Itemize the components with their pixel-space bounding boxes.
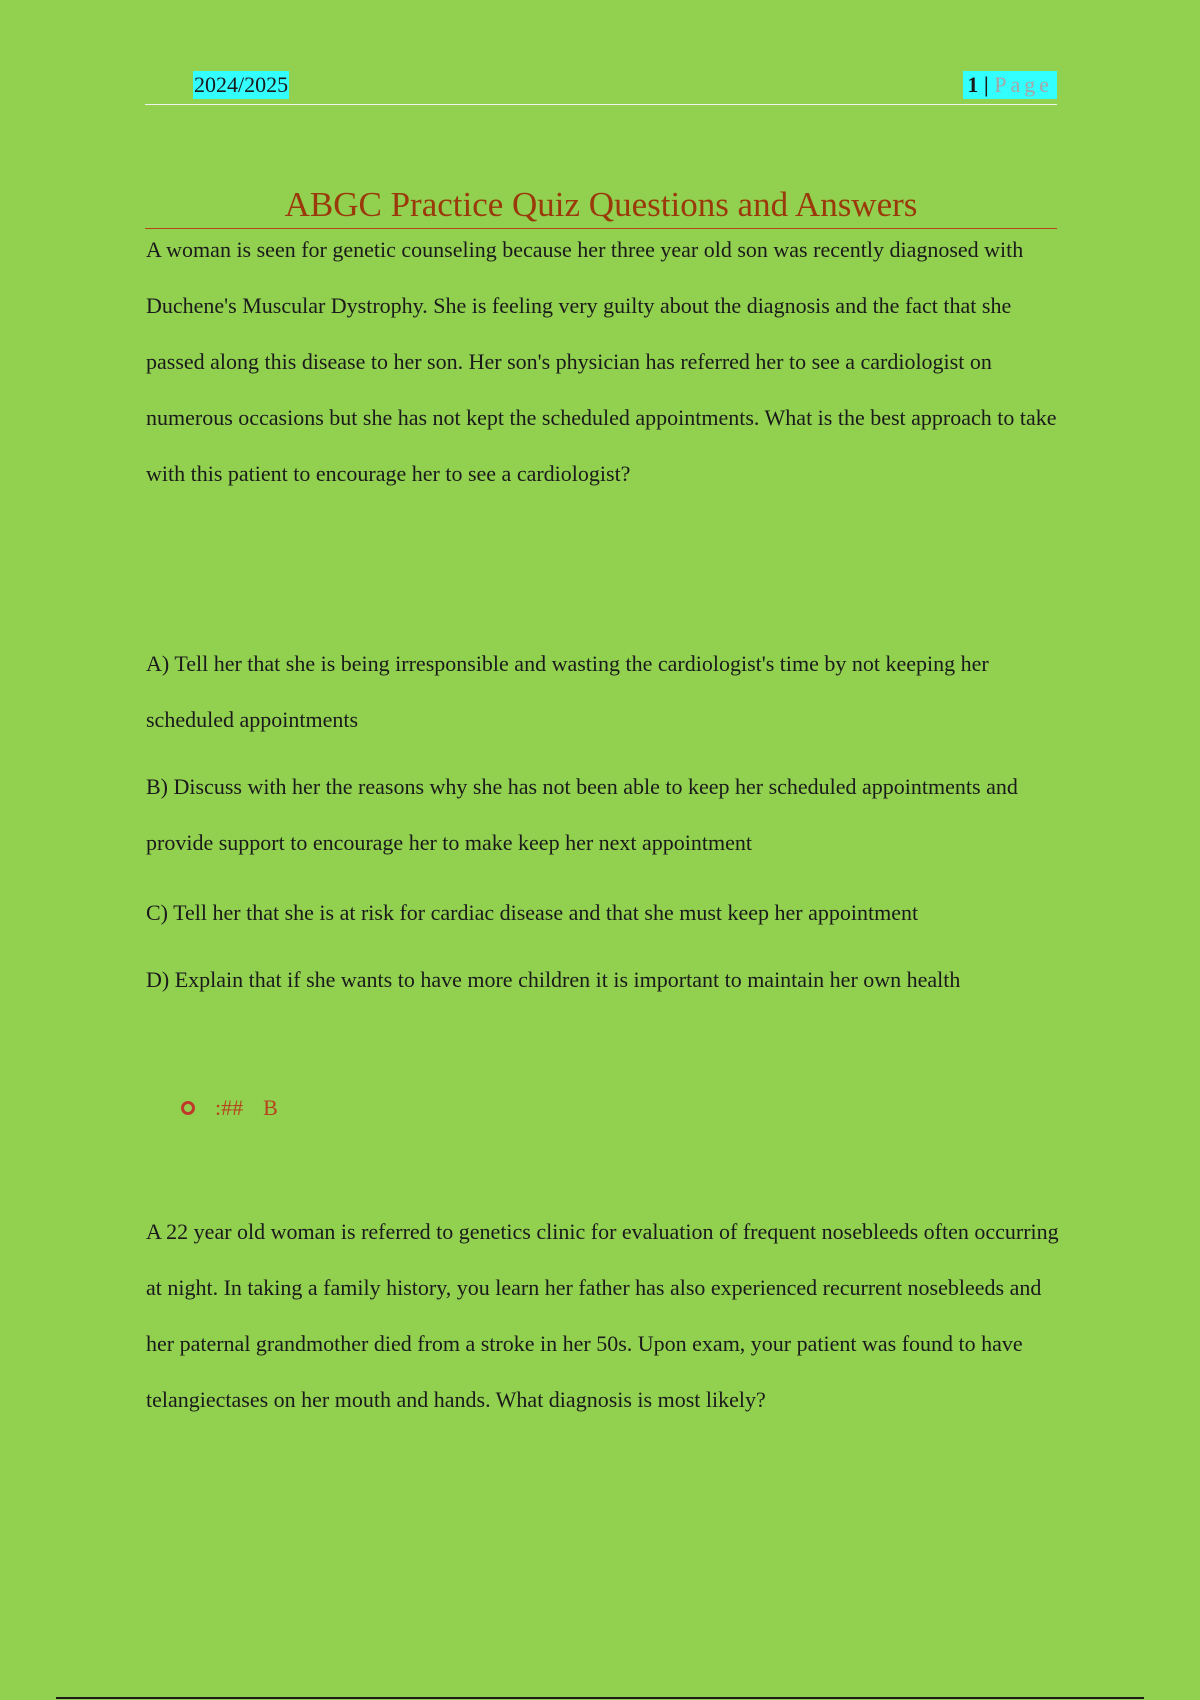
question-1-option-b: B) Discuss with her the reasons why she has not been able to keep her scheduled appointments and provide support to encourage her to make keep her next appointment bbox=[146, 774, 1018, 855]
page-separator: | bbox=[983, 72, 989, 97]
page-number: 1 bbox=[967, 72, 979, 97]
document-title: ABGC Practice Quiz Questions and Answers bbox=[145, 182, 1057, 229]
question-2-text: A 22 year old woman is referred to genetics clinic for evaluation of frequent nosebleeds often occurring at night. In taking a family history, you learn her father has also experienced recurrent nosebleeds and her paternal grandmother died from a stroke in her 50s. Upon exam, your patient was found to have telangiectases on her mouth and hands. What diagnosis is most likely? bbox=[146, 1219, 1059, 1412]
answer-value: B bbox=[263, 1095, 278, 1120]
question-1-option-c: C) Tell her that she is at risk for cardiac disease and that she must keep her appointment bbox=[146, 900, 919, 925]
header-page-indicator bbox=[963, 71, 1057, 99]
question-1-option-d: D) Explain that if she wants to have more children it is important to maintain her own health bbox=[146, 967, 961, 992]
header-year: 2024/2025 bbox=[194, 72, 289, 97]
answer-label: :## bbox=[215, 1095, 244, 1120]
page-word: Page bbox=[994, 72, 1053, 97]
question-1-option-a: A) Tell her that she is being irresponsible and wasting the cardiologist's time by not keeping her scheduled appointments bbox=[146, 651, 989, 732]
question-1-text: A woman is seen for genetic counseling because her three year old son was recently diagnosed with Duchene's Muscular Dystrophy. She is feeling very guilty about the diagnosis and the fact that she passed along this disease to her son. Her son's physician has referred her to see a cardiologist on numerous occasions but she has not kept the scheduled appointments. What is the best approach to take with this patient to encourage her to see a cardiologist? bbox=[146, 237, 1057, 486]
circle-bullet-icon bbox=[181, 1101, 195, 1115]
page-header bbox=[145, 70, 1057, 105]
footer-divider bbox=[56, 1697, 1144, 1699]
question-1-answer bbox=[181, 1093, 278, 1123]
